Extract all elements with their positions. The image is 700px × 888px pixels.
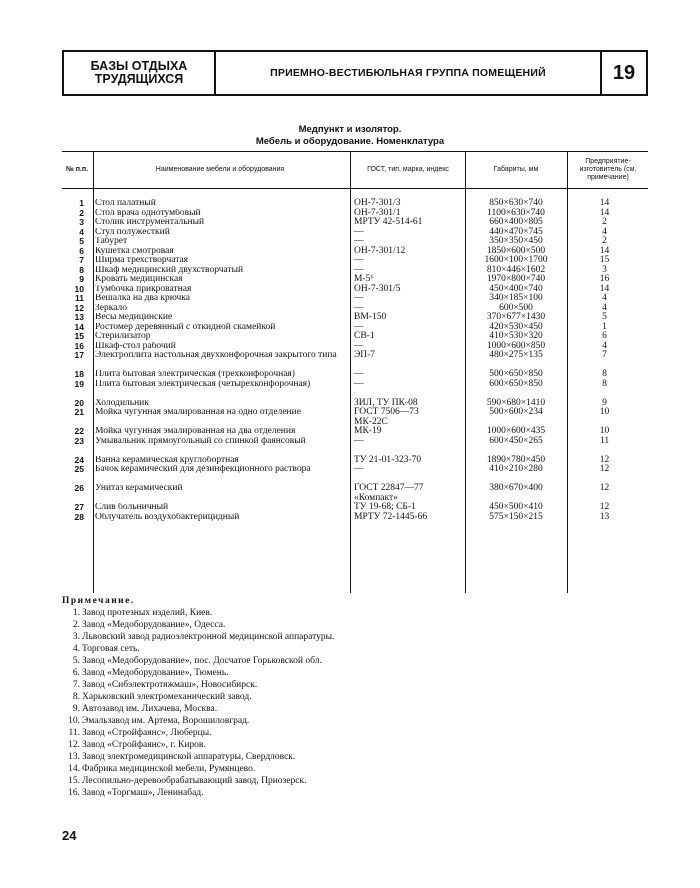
row-number: 12 [74, 302, 84, 313]
item-name: Столик инструментальный [95, 218, 205, 227]
item-dimensions: 1100×630×740 [487, 207, 545, 218]
item-maker: 14 [599, 283, 610, 294]
item-gost: МРТУ 72-1445-66 [354, 511, 428, 522]
item-dimensions: 575×150×215 [489, 511, 543, 522]
item-maker: 12 [599, 464, 610, 474]
item-maker: 8 [602, 369, 607, 379]
row-number: 21 [74, 407, 84, 417]
row-number: 20 [74, 397, 84, 408]
row-number: 14 [74, 321, 84, 332]
item-gost: — [354, 321, 364, 332]
note-item-text: Эмальзавод им. Артема, Ворошиловград. [82, 716, 250, 726]
note-item-text: Торговая сеть. [82, 644, 140, 654]
caption-line-1: Медпункт и изолятор. [298, 124, 402, 135]
item-name: Весы медицинские [95, 313, 173, 322]
col-header-maker: Предприятие-изготовитель (см. примечание) [579, 158, 637, 181]
item-gost: МК-19 [354, 426, 382, 436]
item-name: Холодильник [95, 398, 149, 408]
note-item-text: Завод «Медоборудование», Одесса. [82, 620, 226, 630]
row-number: 9 [79, 274, 84, 284]
group-title: ПРИЕМНО-ВЕСТИБЮЛЬНАЯ ГРУППА ПОМЕЩЕНИЙ [270, 67, 546, 79]
table-body [62, 189, 648, 593]
item-maker: 5 [602, 312, 607, 322]
note-item [62, 715, 622, 727]
item-dimensions: 410×210×280 [489, 464, 543, 474]
note-item-number: 6. [72, 668, 80, 678]
note-item-number: 4. [72, 644, 80, 654]
row-number: 4 [79, 226, 84, 237]
item-maker: 14 [599, 207, 610, 218]
note-item-text: Львовский завод радиоэлектронной медицинской аппаратуры. [82, 632, 335, 642]
column-divider [93, 189, 94, 593]
row-number: 1 [79, 198, 84, 208]
item-gost: ГОСТ 7506—73 МК-22С [354, 408, 464, 427]
item-gost: ГОСТ 22847—77 «Компакт» [354, 484, 464, 503]
note-item-number: 10. [68, 716, 80, 726]
row-number: 19 [74, 378, 84, 389]
item-maker: 4 [602, 226, 607, 237]
row-number: 10 [74, 283, 84, 294]
item-name: Шкаф медицинский двухстворчатый [95, 265, 244, 275]
column-divider [567, 189, 568, 593]
item-gost: ОН-7-301/1 [354, 207, 401, 218]
item-gost: ЗИЛ, ТУ ПК-08 [354, 397, 418, 408]
row-number: 25 [74, 464, 84, 474]
note-item [62, 619, 622, 631]
item-gost-line2: «Компакт» [354, 492, 398, 503]
column-divider [350, 189, 351, 593]
item-name: Мойка чугунная эмалированная на одно отделение [95, 408, 301, 417]
row-number: 7 [79, 255, 84, 265]
item-dimensions: 340×185×100 [489, 293, 543, 303]
item-maker: 4 [602, 302, 607, 313]
item-dimensions: 810×446×1602 [486, 264, 546, 275]
note-section [62, 595, 622, 799]
item-gost: — [354, 302, 364, 313]
item-gost: — [354, 369, 364, 379]
item-maker: 12 [599, 502, 610, 512]
item-dimensions: 1000×600×850 [486, 340, 546, 351]
row-number: 8 [79, 264, 84, 275]
caption-line-2: Мебель и оборудование. Номенклатура [255, 136, 445, 147]
item-maker: 7 [602, 350, 607, 360]
note-item-text: Завод «Стройфаянс», Люберцы. [82, 728, 212, 738]
item-name: Облучатель воздухобактерицидный [95, 512, 240, 522]
row-number: 28 [74, 511, 84, 522]
note-item-text: Харьковский электромеханический завод. [82, 692, 252, 702]
note-item-number: 9. [72, 704, 80, 714]
note-item-text: Фабрика медицинской мебели, Румянцево. [82, 764, 256, 774]
item-name: Ширма трехстворчатая [95, 256, 189, 265]
note-item-number: 14. [68, 764, 80, 774]
note-item [62, 727, 622, 739]
row-number: 18 [74, 369, 84, 379]
item-name: Мойка чугунная эмалированная на два отделения [95, 427, 296, 436]
item-gost: ТУ 21-01-323-70 [354, 454, 422, 465]
item-gost: ОН-7-301/5 [354, 283, 401, 294]
item-dimensions: 600×650×850 [489, 378, 543, 389]
item-name: Стол палатный [95, 199, 156, 208]
note-item [62, 679, 622, 691]
item-maker: 8 [602, 378, 607, 389]
item-gost: — [354, 435, 364, 446]
item-name: Стерилизатор [95, 332, 151, 341]
note-item [62, 655, 622, 667]
item-dimensions: 450×500×410 [489, 502, 543, 512]
note-item-number: 5. [72, 656, 80, 666]
note-item-text: Завод «Торгмаш», Ленинабад. [82, 788, 204, 798]
item-maker: 4 [602, 340, 607, 351]
note-item [62, 763, 622, 775]
item-gost: ЭП-7 [354, 350, 376, 360]
item-dimensions: 450×400×740 [489, 283, 543, 294]
note-item [62, 643, 622, 655]
item-maker: 12 [599, 483, 610, 493]
note-item [62, 607, 622, 619]
item-name: Умывальник прямоугольный со спинкой фаянсовый [95, 436, 306, 446]
col-header-dims: Габариты, мм [493, 166, 539, 173]
item-name: Ростомер деревянный с откидной скамейкой [95, 322, 276, 332]
note-item-text: Завод электромедицинской аппаратуры, Свердловск. [82, 752, 296, 762]
note-list [62, 607, 622, 799]
item-gost: М-5⁶ [354, 274, 374, 284]
item-maker: 15 [599, 255, 610, 265]
item-gost: МРТУ 42-514-61 [354, 217, 423, 227]
item-name: Кровать медицинская [95, 275, 183, 284]
row-number: 24 [74, 454, 84, 465]
note-item-number: 2. [72, 620, 80, 630]
item-name: Шкаф-стол рабочий [95, 341, 176, 351]
section-title: БАЗЫ ОТДЫХА ТРУДЯЩИХСЯ [64, 52, 216, 94]
header-band [62, 50, 648, 96]
item-name: Бачок керамический для дезинфекционного раствора [95, 465, 311, 474]
item-maker: 9 [602, 397, 607, 408]
item-name: Плита бытовая электрическая (трехконфорочная) [95, 370, 295, 379]
note-item [62, 703, 622, 715]
col-header-name: Наименование мебели и оборудования [155, 166, 285, 173]
header-divider [350, 152, 351, 188]
item-maker: 6 [602, 331, 607, 341]
item-name: Стул полужесткий [95, 227, 170, 237]
nomenclature-table [62, 151, 648, 593]
item-maker: 3 [602, 264, 607, 275]
item-maker: 2 [602, 217, 607, 227]
item-name: Вешалка на два крючка [95, 294, 190, 303]
item-name: Стол врача однотумбовый [95, 208, 201, 218]
row-number: 11 [75, 293, 84, 303]
note-item-number: 7. [72, 680, 80, 690]
note-item [62, 691, 622, 703]
item-name: Электроплита настольная двухконфорочная закрытого типа [95, 351, 337, 360]
item-gost: — [354, 340, 364, 351]
item-dimensions: 380×670×400 [489, 483, 543, 493]
row-number: 22 [74, 426, 84, 436]
note-item-number: 1. [72, 608, 80, 618]
item-gost: ТУ 19-68; СБ-1 [354, 502, 416, 512]
item-gost: ОН-7-301/3 [354, 198, 401, 208]
row-number: 23 [74, 435, 84, 446]
item-gost: — [354, 255, 364, 265]
item-dimensions: 350×350×450 [489, 236, 543, 246]
note-item-text: Завод «Медоборудование», Тюмень. [82, 668, 229, 678]
item-gost-line2: МК-22С [354, 416, 388, 427]
row-number: 16 [74, 340, 84, 351]
row-number: 13 [74, 312, 84, 322]
item-name: Тумбочка прикроватная [95, 284, 192, 294]
header-divider [465, 152, 466, 188]
col-header-gost: ГОСТ, тип, марка, индекс [367, 166, 449, 173]
item-maker: 10 [599, 426, 610, 436]
note-item [62, 739, 622, 751]
note-item [62, 631, 622, 643]
note-item [62, 787, 622, 799]
row-number: 2 [79, 207, 84, 218]
note-item-number: 15. [68, 776, 80, 786]
item-name: Кушетка смотровая [95, 246, 174, 256]
item-dimensions: 370×677×1430 [486, 312, 546, 322]
item-dimensions: 420×530×450 [489, 321, 543, 332]
item-name: Зеркало [95, 303, 127, 313]
item-name: Слив больничный [95, 503, 169, 512]
item-gost: ОН-7-301/12 [354, 245, 406, 256]
item-gost: — [354, 293, 364, 303]
item-dimensions: 410×530×320 [489, 331, 543, 341]
item-maker: 16 [599, 274, 610, 284]
row-number: 5 [79, 236, 84, 246]
item-maker: 10 [599, 407, 610, 417]
item-maker: 13 [599, 511, 610, 522]
item-name: Ванна керамическая круглобортная [95, 455, 239, 465]
note-item-number: 3. [72, 632, 80, 642]
row-number: 17 [74, 350, 84, 360]
item-dimensions: 1000×600×435 [486, 426, 546, 436]
note-item [62, 751, 622, 763]
item-dimensions: 1890×780×450 [486, 454, 546, 465]
note-item-number: 13. [68, 752, 80, 762]
item-gost: — [354, 378, 364, 389]
note-item-number: 12. [68, 740, 80, 750]
row-number: 26 [74, 483, 84, 493]
item-maker: 12 [599, 454, 610, 465]
item-name: Унитаз керамический [95, 484, 183, 493]
item-dimensions: 480×275×135 [489, 350, 543, 360]
header-divider [567, 152, 568, 188]
item-dimensions: 440×470×745 [489, 226, 543, 237]
item-gost: — [354, 236, 364, 246]
item-dimensions: 500×650×850 [489, 369, 543, 379]
note-title: Примечание. [62, 596, 135, 606]
item-gost: — [354, 226, 364, 237]
item-maker: 2 [602, 236, 607, 246]
header-divider [93, 152, 94, 188]
item-maker: 1 [602, 321, 607, 332]
item-dimensions: 1600×100×1700 [484, 255, 548, 265]
row-number: 6 [79, 245, 84, 256]
note-item-text: Автозавод им. Лихачева, Москва. [82, 704, 218, 714]
item-gost: СВ-1 [354, 331, 375, 341]
note-item-text: Завод «Стройфаянс», г. Киров. [82, 740, 206, 750]
item-dimensions: 590×680×1410 [486, 397, 546, 408]
row-number: 15 [74, 331, 84, 341]
note-item [62, 775, 622, 787]
item-dimensions: 500×600×234 [489, 407, 543, 417]
item-gost: — [354, 264, 364, 275]
item-maker: 11 [599, 435, 610, 446]
item-dimensions: 1850×600×500 [486, 245, 546, 256]
item-name: Плита бытовая электрическая (четырехконфорочная) [95, 379, 311, 389]
note-item-number: 8. [72, 692, 80, 702]
note-item-text: Лесопильно-деревообрабатывающий завод, Приозерск. [82, 776, 307, 786]
table-header [62, 151, 648, 189]
row-number: 3 [79, 217, 84, 227]
item-dimensions: 1970×800×740 [486, 274, 546, 284]
table-caption [200, 124, 500, 148]
sheet-number: 19 [600, 52, 646, 94]
page-number: 24 [62, 828, 77, 843]
item-dimensions: 600×500 [499, 302, 533, 313]
note-item-text: Завод «Сибэлектротяжмаш», Новосибирск. [82, 680, 258, 690]
item-dimensions: 660×400×805 [489, 217, 543, 227]
item-name: Табурет [95, 237, 128, 246]
item-maker: 14 [599, 198, 610, 208]
item-maker: 4 [602, 293, 607, 303]
note-item-text: Завод «Медоборудование», пос. Досчатое Горьковской обл. [82, 656, 322, 666]
note-item-text: Завод протезных изделий, Киев. [82, 608, 213, 618]
item-dimensions: 600×450×265 [489, 435, 543, 446]
row-number: 27 [74, 502, 84, 512]
note-item [62, 667, 622, 679]
item-maker: 14 [599, 245, 610, 256]
note-item-number: 11. [68, 728, 80, 738]
item-gost: — [354, 464, 364, 474]
col-header-num: № п.п. [65, 166, 89, 173]
note-item-number: 16. [68, 788, 80, 798]
item-dimensions: 850×630×740 [489, 198, 543, 208]
item-gost: ВМ-150 [354, 312, 387, 322]
